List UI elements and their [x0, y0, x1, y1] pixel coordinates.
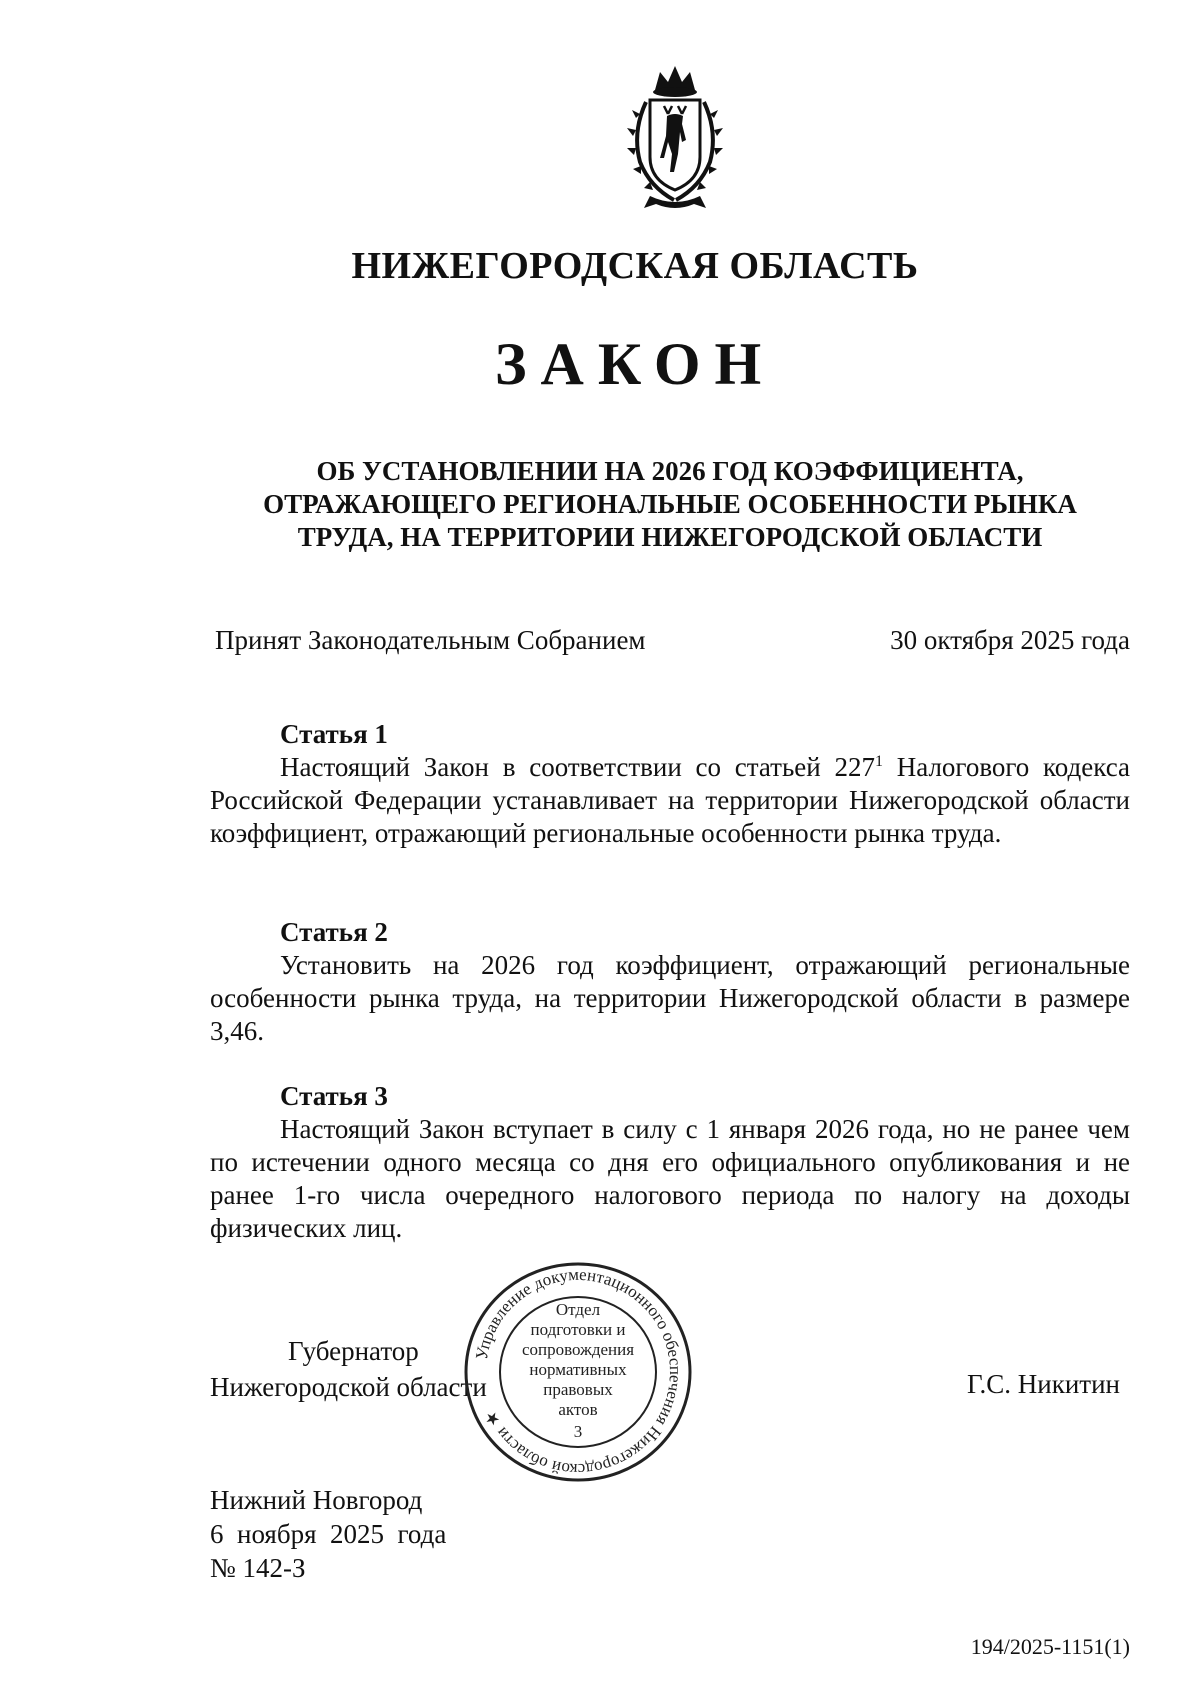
article-heading: Статья 3	[280, 1081, 388, 1111]
article-body-text: Налогового кодекса Российской Федерации устанавливает на территории Нижегородской области коэффициент, отражающий региональные особенности рынка труда.	[210, 752, 1130, 848]
article-heading: Статья 1	[280, 719, 388, 749]
signatory-title-line: Нижегородской области	[210, 1372, 487, 1402]
signatory-title	[210, 1333, 487, 1405]
article-superscript: 1	[874, 753, 883, 770]
article-body: Настоящий Закон вступает в силу с 1 января 2026 года, но не ранее чем по истечении одного месяца со дня его официального опубликования и не ранее 1-го числа очередного налогового периода по налогу на доходы физических лиц.	[210, 1114, 1130, 1243]
article-heading: Статья 2	[280, 917, 388, 947]
article-1	[210, 718, 1130, 850]
region-heading: НИЖЕГОРОДСКАЯ ОБЛАСТЬ	[351, 245, 919, 287]
svg-text:сопровождения: сопровождения	[521, 1340, 635, 1359]
signing-date: 6 ноября 2025 года	[210, 1519, 447, 1549]
article-2	[210, 916, 1130, 1048]
law-title	[210, 455, 1130, 554]
signatory-title-line: Губернатор	[288, 1336, 419, 1366]
law-title-line: ОБ УСТАНОВЛЕНИИ НА 2026 ГОД КОЭФФИЦИЕНТА,	[316, 456, 1024, 486]
law-title-line: ОТРАЖАЮЩЕГО РЕГИОНАЛЬНЫЕ ОСОБЕННОСТИ РЫНКА	[263, 489, 1077, 519]
article-body: Установить на 2026 год коэффициент, отражающий региональные особенности рынка труда, на территории Нижегородской области в размере 3,46.	[210, 950, 1130, 1046]
signatory-name: Г.С. Никитин	[966, 1369, 1120, 1399]
place-date-block	[210, 1483, 446, 1585]
svg-text:правовых: правовых	[543, 1380, 613, 1399]
coat-of-arms-emblem	[610, 62, 740, 212]
svg-text:Отдел: Отдел	[555, 1300, 601, 1319]
article-body	[210, 751, 1130, 850]
svg-text:3: 3	[573, 1422, 583, 1441]
svg-text:нормативных: нормативных	[529, 1360, 627, 1379]
article-body-text: Настоящий Закон в соответствии со статьей 227	[280, 752, 875, 782]
law-title-line: ТРУДА, НА ТЕРРИТОРИИ НИЖЕГОРОДСКОЙ ОБЛАСТИ	[297, 522, 1043, 552]
official-stamp	[458, 1257, 698, 1487]
svg-text:Управление документационного о: Управление документационного обеспечения Нижегородской области ★	[471, 1264, 686, 1480]
article-3	[210, 1080, 1130, 1245]
adoption-row	[215, 625, 1130, 656]
adoption-date: 30 октября 2025 года	[890, 625, 1130, 655]
law-number: № 142-З	[210, 1553, 306, 1583]
adoption-label: Принят Законодательным Собранием	[215, 625, 646, 655]
svg-text:актов: актов	[558, 1400, 598, 1419]
registration-number: 194/2025-1151(1)	[970, 1634, 1130, 1659]
document-type-heading: ЗАКОН	[494, 331, 776, 397]
place-city: Нижний Новгород	[210, 1485, 423, 1515]
svg-text:подготовки и: подготовки и	[530, 1320, 626, 1339]
